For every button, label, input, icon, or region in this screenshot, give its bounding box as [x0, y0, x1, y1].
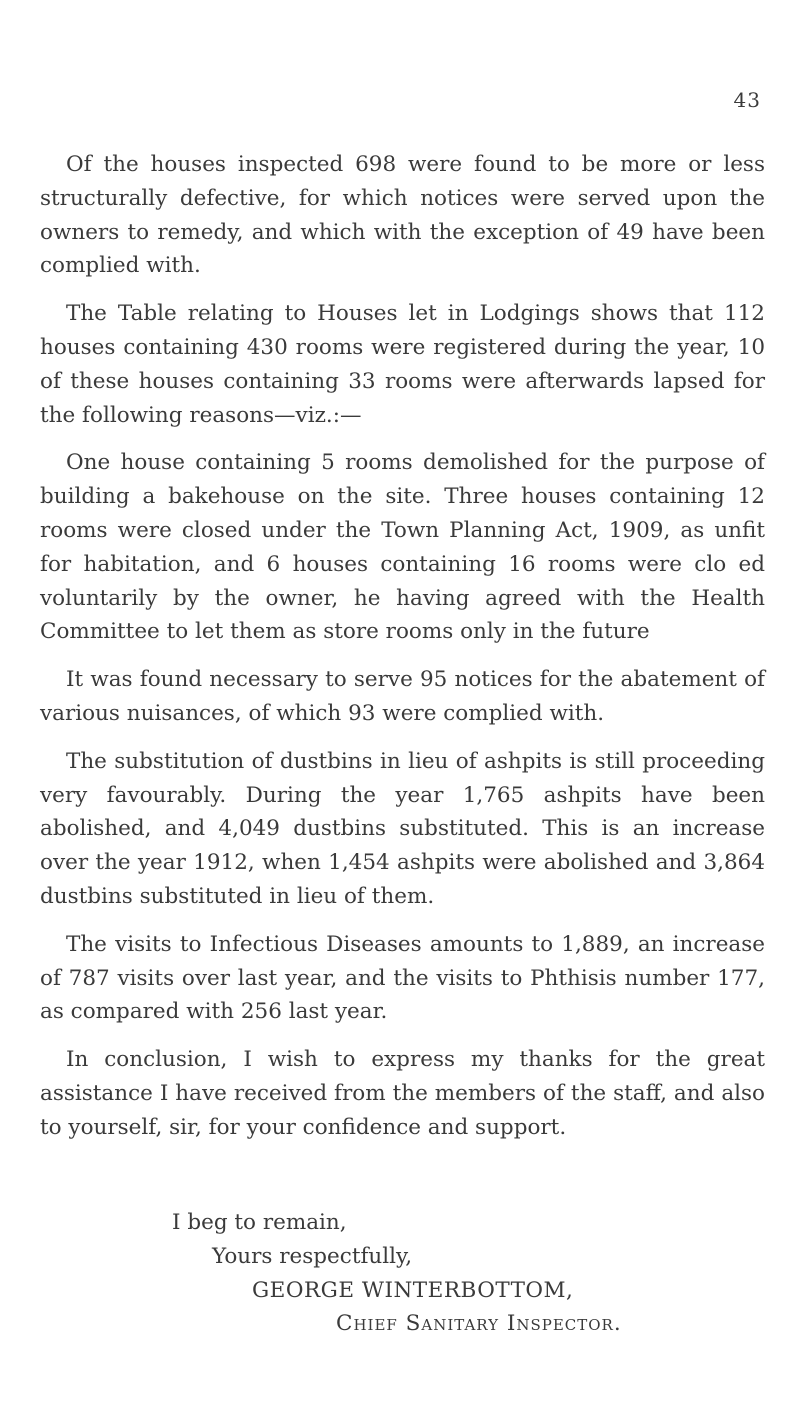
- signatory-title: Chief Sanitary Inspector.: [336, 1311, 622, 1337]
- paragraph-dustbins: The substitution of dustbins in lieu of ashpits is still proceeding very favourably. During the year 1,765 ashpits have been abolished, and 4,049 dustbins substituted. This is an increase over the year 1912, when 1,454 ashpits were abolished and 3,864 dustbins substituted in lieu of them.: [40, 748, 765, 909]
- report-body: [40, 148, 765, 1159]
- paragraph-nuisances: It was found necessary to serve 95 notices for the abatement of various nuisances, of which 93 were complied with.: [40, 667, 765, 726]
- closing-remain: I beg to remain,: [172, 1210, 347, 1235]
- page-number: 43: [733, 88, 761, 112]
- paragraph-conclusion: In conclusion, I wish to express my thanks for the great assistance I have received from the members of the staff, and also to yourself, sir, for your confidence and support.: [40, 1047, 765, 1140]
- paragraph-infectious-visits: The visits to Infectious Diseases amounts to 1,889, an increase of 787 visits over last year, and the visits to Phthisis number 177, as compared with 256 last year.: [40, 931, 765, 1025]
- paragraph-structural-defects: Of the houses inspected 698 were found to be more or less structurally defective, for which notices were served upon the owners to remedy, and which with the exception of 49 have been complied with.: [40, 152, 765, 279]
- signature-block: [40, 1206, 765, 1341]
- paragraph-lapsed-reasons: One house containing 5 rooms demolished for the purpose of building a bakehouse on the site. Three houses containing 12 rooms were closed under the Town Planning Act, 1909, as unfit for habitation, and 6 houses containing 16 rooms were clo ed voluntarily by the owner, he having agreed with the Health Committee to let them as store rooms only in the future: [40, 450, 765, 645]
- closing-respectfully: Yours respectfully,: [212, 1243, 413, 1269]
- signatory-name: GEORGE WINTERBOTTOM,: [252, 1277, 574, 1303]
- paragraph-lodging-houses: The Table relating to Houses let in Lodgings shows that 112 houses containing 430 rooms were registered during the year, 10 of these houses containing 33 rooms were afterwards lapsed for the following reasons—viz.:—: [40, 301, 765, 428]
